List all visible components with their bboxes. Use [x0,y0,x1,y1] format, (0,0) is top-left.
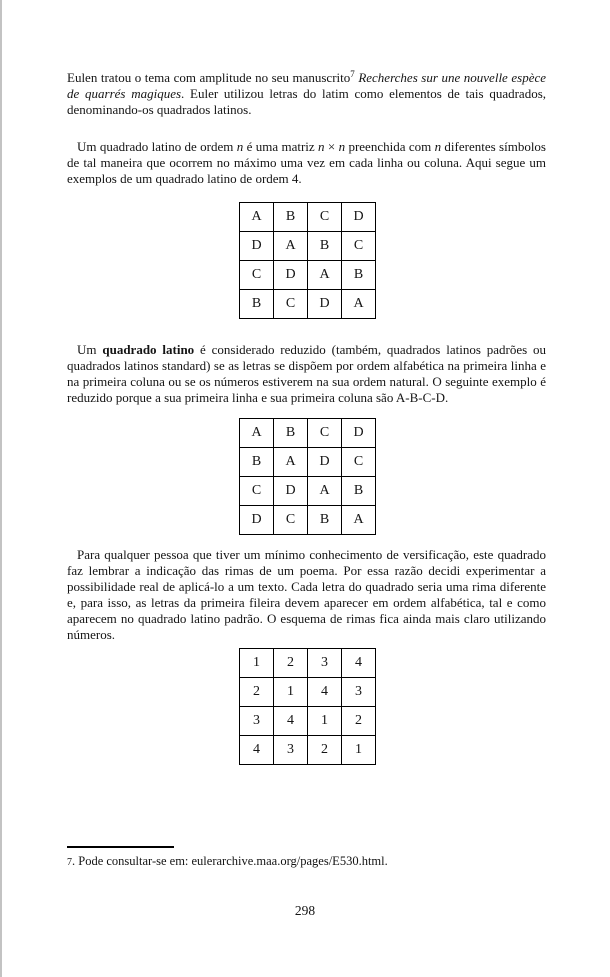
table-cell: 3 [308,649,342,678]
text-segment: × [324,139,339,154]
table-row [240,203,376,232]
table-cell: B [308,506,342,535]
text-segment: Um quadrado latino de ordem [77,139,237,154]
table-cell: D [240,232,274,261]
table-cell: 4 [342,649,376,678]
table-row [240,477,376,506]
table-row [240,736,376,765]
table-cell: 2 [274,649,308,678]
text-segment: Um [77,342,103,357]
table-cell: A [342,506,376,535]
latin-square-table-order4 [239,202,376,319]
table-row [240,290,376,319]
table-cell: D [342,203,376,232]
table-cell: 3 [240,707,274,736]
text-segment: 7 [350,69,355,79]
table-cell: 1 [308,707,342,736]
paragraph-rhyme-application [67,547,546,643]
table-row [240,261,376,290]
table-cell: D [308,448,342,477]
text-segment: n [236,139,244,154]
table-cell: B [308,232,342,261]
table-cell: A [240,203,274,232]
paragraph-reduced-definition [67,342,546,406]
table-row [240,232,376,261]
footnote-text: . Pode consultar-se em: eulerarchive.maa.org/pages/E530.html. [72,854,388,868]
table-cell: B [274,203,308,232]
scan-edge-line [0,0,2,977]
text-segment: Eulen tratou o tema com amplitude no seu manuscrito [67,70,351,85]
table-cell: 1 [342,736,376,765]
table-row [240,649,376,678]
footnote-marker: 7 [67,857,72,868]
text-segment: n [338,139,346,154]
table-cell: B [342,261,376,290]
table-cell: B [342,477,376,506]
table-cell: 3 [342,678,376,707]
table-cell: 3 [274,736,308,765]
table-cell: 4 [274,707,308,736]
table-cell: C [308,419,342,448]
table-row [240,448,376,477]
table-row [240,707,376,736]
text-segment: Recherches sur une nouvelle espèce de quarrés magiques [67,70,547,101]
table-row [240,506,376,535]
table-cell: 2 [240,678,274,707]
paragraph-euler-manuscript [67,66,546,118]
text-segment: diferentes símbolos de tal maneira que ocorrem no máximo uma vez em cada linha ou coluna. Aqui segue um exemplos de um quadrado latino de ordem 4. [67,139,546,186]
table-cell: A [240,419,274,448]
text-segment: n [434,139,442,154]
table-cell: D [308,290,342,319]
table-cell: 1 [274,678,308,707]
footnote [67,853,546,871]
reduced-latin-square-table [239,418,376,535]
table-cell: D [274,261,308,290]
table-cell: A [308,477,342,506]
page-number: 298 [294,903,316,918]
table-cell: D [342,419,376,448]
paragraph-latin-square-definition [67,139,546,187]
numeric-rhyme-square-table [239,648,376,765]
footnote-separator [67,846,174,848]
text-segment: é considerado reduzido (também, quadrados latinos padrões ou quadrados latinos standard) se as letras se dispõem por ordem alfabética na primeira linha e na primeira coluna ou se os números estiverem na sua ordem natural. O seguinte exemplo é reduzido porque a sua primeira linha e sua primeira coluna são A-B-C-D. [67,342,546,405]
table-row [240,419,376,448]
table-cell: D [240,506,274,535]
table-cell: C [274,290,308,319]
table-cell: 1 [240,649,274,678]
text-segment: é uma matriz [243,139,319,154]
table-cell: 4 [308,678,342,707]
table-cell: C [342,232,376,261]
table-cell: C [342,448,376,477]
text-segment: n [318,139,325,154]
table-cell: 2 [342,707,376,736]
text-segment: preenchida com [345,139,435,154]
text-segment: quadrado latino [102,342,195,357]
table-row [240,678,376,707]
table-cell: B [240,290,274,319]
table-cell: C [240,261,274,290]
table-cell: A [308,261,342,290]
table-cell: 4 [240,736,274,765]
table-cell: B [240,448,274,477]
table-cell: B [274,419,308,448]
table-cell: A [342,290,376,319]
table-cell: A [274,448,308,477]
table-cell: 2 [308,736,342,765]
table-cell: C [308,203,342,232]
table-cell: C [274,506,308,535]
table-cell: C [240,477,274,506]
text-segment: Para qualquer pessoa que tiver um mínimo conhecimento de versificação, este quadrado faz lembrar a indicação das rimas de um poema. Por essa razão decidi experimentar a possibilidade real de aplicá-lo a um texto. Cada letra do quadrado seria uma rima diferente e, para isso, as letras da primeira fileira devem aparecer em ordem alfabética, tal e como aparecem no quadrado latino padrão. O esquema de rimas fica ainda mais claro utilizando números. [67,547,546,642]
table-cell: A [274,232,308,261]
table-cell: D [274,477,308,506]
text-segment: . Euler utilizou letras do latim como elementos de tais quadrados, denominando-os quadrados latinos. [67,86,547,117]
